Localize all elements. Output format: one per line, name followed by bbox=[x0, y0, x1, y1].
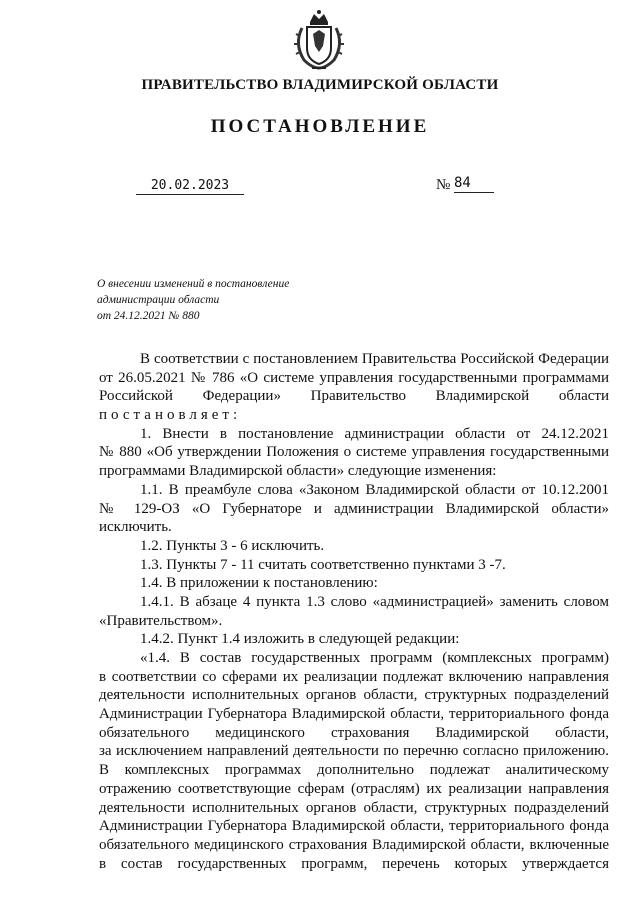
document-date: 20.02.2023 bbox=[136, 178, 244, 195]
body-line: исключить. bbox=[99, 519, 172, 536]
document-type-heading: ПОСТАНОВЛЕНИЕ bbox=[210, 116, 430, 137]
government-title: ПРАВИТЕЛЬСТВО ВЛАДИМИРСКОЙ ОБЛАСТИ bbox=[141, 77, 499, 93]
body-line: «1.4. В состав государственных программ (комплексных программ) bbox=[140, 650, 609, 666]
body-line: 1.4.1. В абзаце 4 пункта 1.3 слово «администрацией» заменить словом bbox=[140, 593, 609, 610]
body-line: отражению соответствующие сферам (отраслям) их реализации направления bbox=[99, 780, 609, 797]
body-line: 1. Внести в постановление администрации области от 24.12.2021 bbox=[140, 425, 609, 442]
document-number: 84 bbox=[454, 175, 494, 193]
body-line: «Правительством». bbox=[99, 612, 223, 629]
body-line: 1.4. В приложении к постановлению: bbox=[140, 575, 378, 592]
document-body bbox=[99, 350, 609, 873]
body-line: от 26.05.2021 № 786 «О системе управления государственными программами bbox=[99, 369, 609, 386]
body-line: В комплексных программах дополнительно подлежат аналитическому bbox=[99, 762, 609, 779]
body-line: деятельности исполнительных органов области, структурных подразделений bbox=[99, 799, 609, 816]
body-line: 1.3. Пункты 7 - 11 считать соответственно пунктами 3 -7. bbox=[140, 556, 506, 573]
body-line: в состав государственных программ, перечень которых утверждается bbox=[99, 855, 609, 872]
subject-block bbox=[97, 276, 357, 324]
body-line: Российской Федерации» Правительство Владимирской области bbox=[99, 388, 609, 405]
number-label: № bbox=[436, 177, 451, 193]
subject-line: от 24.12.2021 № 880 bbox=[97, 310, 200, 322]
body-line: № 880 «Об утверждении Положения о системе управления государственными bbox=[99, 444, 609, 461]
subject-line: О внесении изменений в постановление bbox=[97, 278, 290, 290]
body-line: постановляет: bbox=[99, 407, 242, 424]
body-line: № 129-ОЗ «О Губернаторе и администрации Владимирской области» bbox=[99, 500, 609, 517]
body-line: Администрации Губернатора Владимирской области, территориального фонда bbox=[99, 706, 609, 723]
body-line: деятельности исполнительных органов области, структурных подразделений bbox=[99, 687, 609, 704]
coat-of-arms-emblem bbox=[288, 8, 350, 74]
body-line: 1.1. В преамбуле слова «Законом Владимирской области от 10.12.2001 bbox=[140, 481, 609, 498]
subject-line: администрации области bbox=[97, 294, 220, 306]
body-line: обязательного медицинского страхования Владимирской области, bbox=[99, 724, 609, 741]
body-line: В соответствии с постановлением Правительства Российской Федерации bbox=[140, 351, 609, 367]
body-line: за исключением направлений деятельности по перечню согласно приложению. bbox=[99, 743, 609, 760]
body-line: Администрации Губернатора Владимирской области, территориального фонда bbox=[99, 818, 609, 835]
body-line: в соответствии со сферами их реализации подлежат включению направления bbox=[99, 668, 609, 685]
body-line: 1.4.2. Пункт 1.4 изложить в следующей редакции: bbox=[140, 631, 460, 648]
body-line: программами Владимирской области» следующие изменения: bbox=[99, 463, 497, 480]
body-line: 1.2. Пункты 3 - 6 исключить. bbox=[140, 537, 325, 554]
body-line: обязательного медицинского страхования Владимирской области, включенные bbox=[99, 836, 609, 853]
